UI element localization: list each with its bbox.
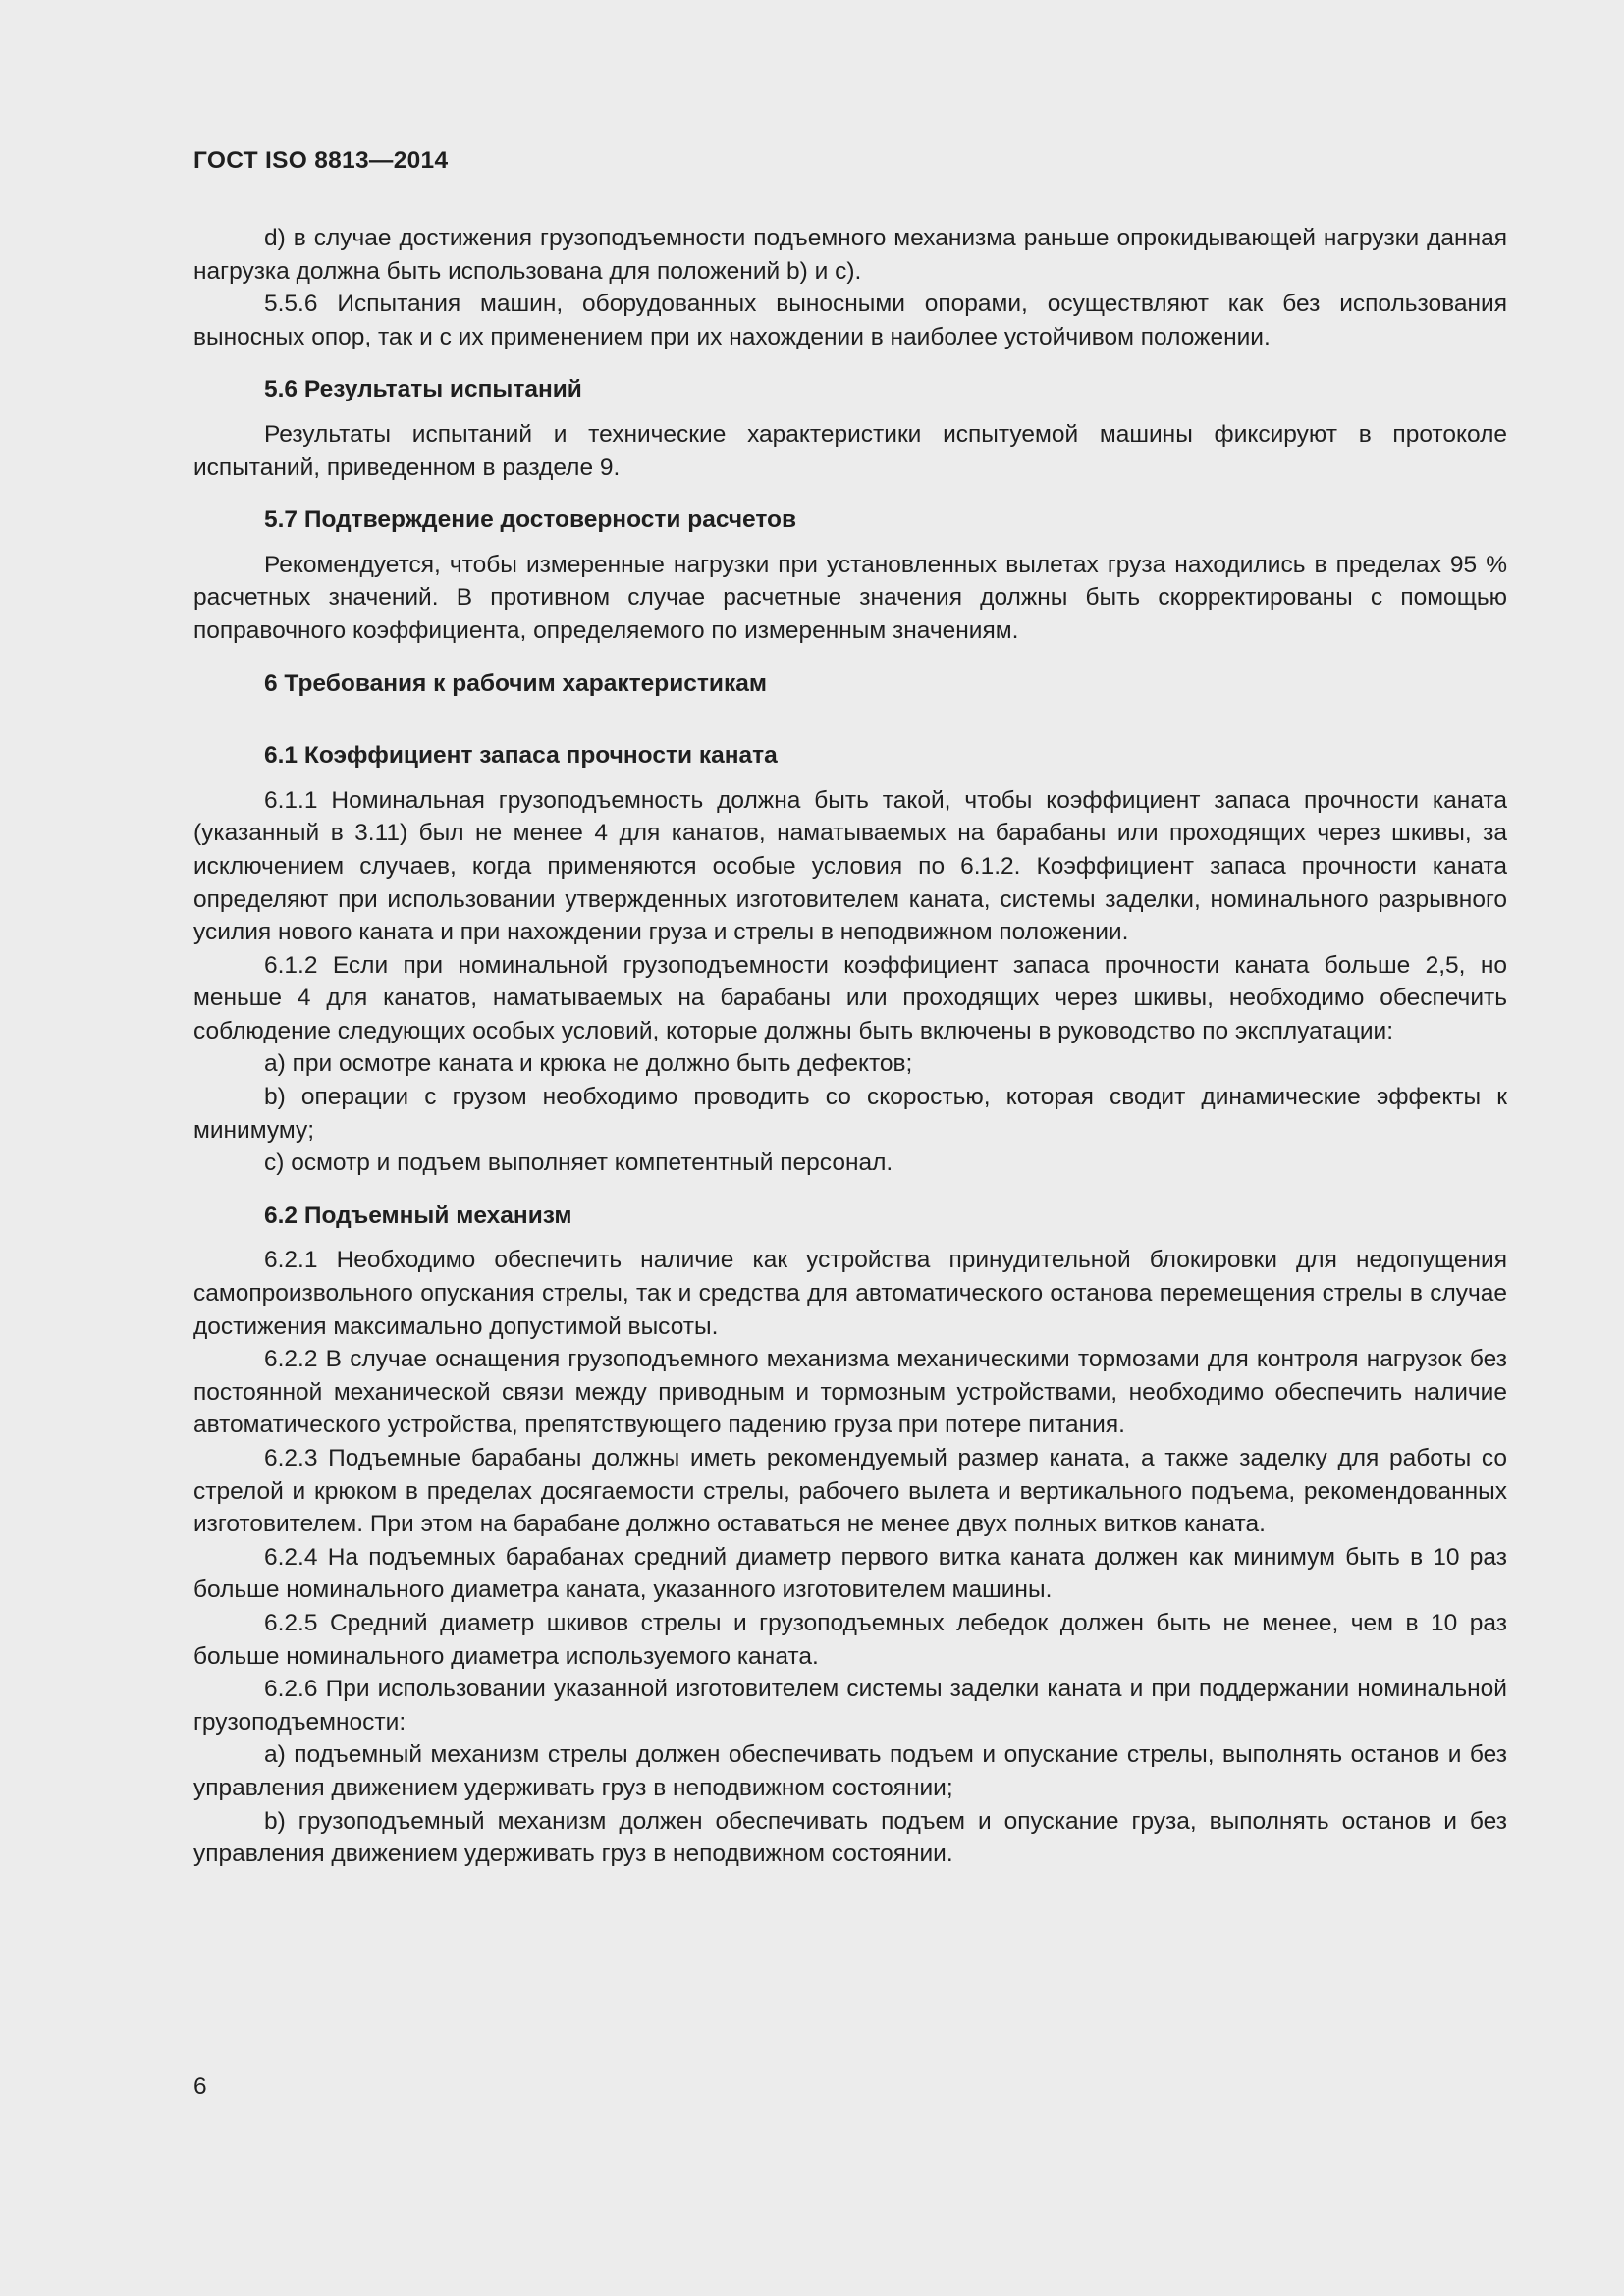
list-item-6-2-6-b: b) грузоподъемный механизм должен обеспечивать подъем и опускание груза, выполнять останов и без управления движением удерживать груз в неподвижном состоянии. [193,1807,1507,1868]
paragraph-6-2-2: 6.2.2 В случае оснащения грузоподъемного механизма механическими тормозами для контроля нагрузок без постоянной механической связи между приводным и тормозным устройствами, необходимо обеспечить наличие автоматического устройства, препятствующего падению груза при потере питания. [193,1346,1507,1439]
paragraph-5-5-6: 5.5.6 Испытания машин, оборудованных выносными опорами, осуществляют как без использования выносных опор, так и с их применением при их нахождении в наиболее устойчивом положении. [193,291,1507,350]
document-header: ГОСТ ISO 8813—2014 [193,147,449,174]
heading-5-6: 5.6 Результаты испытаний [264,376,582,403]
document-body [193,222,1507,1871]
paragraph-5-5-5-d: d) в случае достижения грузоподъемности подъемного механизма раньше опрокидывающей нагрузки данная нагрузка должна быть использована для положений b) и с). [193,225,1507,285]
paragraph-6-1-2: 6.1.2 Если при номинальной грузоподъемности коэффициент запаса прочности каната больше 2,5, но меньше 4 для канатов, наматываемых на барабаны или проходящих через шкивы, необходимо обеспечить соблюдение следующих особых условий, которые должны быть включены в руководство по эксплуатации: [193,951,1507,1044]
page-number: 6 [193,2073,207,2100]
paragraph-6-2-3: 6.2.3 Подъемные барабаны должны иметь рекомендуемый размер каната, а также заделку для работы со стрелой и крюком в пределах досягаемости стрелы, рабочего вылета и вертикального подъема, рекомендованных изготовителем. При этом на барабане должно оставаться не менее двух полных витков каната. [193,1445,1507,1538]
heading-5-7: 5.7 Подтверждение достоверности расчетов [264,507,797,534]
list-item-6-1-2-b: b) операции с грузом необходимо проводить со скоростью, которая сводит динамические эффекты к минимуму; [193,1084,1507,1144]
list-item-6-1-2-c: с) осмотр и подъем выполняет компетентный персонал. [264,1149,893,1177]
list-item-6-2-6-a: а) подъемный механизм стрелы должен обеспечивать подъем и опускание стрелы, выполнять останов и без управления движением удерживать груз в неподвижном состоянии; [193,1741,1507,1801]
paragraph-6-1-1: 6.1.1 Номинальная грузоподъемность должна быть такой, чтобы коэффициент запаса прочности каната (указанный в 3.11) был не менее 4 для канатов, наматываемых на барабаны или проходящих через шкивы, за исключением случаев, когда применяются особые условия по 6.1.2. Коэффициент запаса прочности каната определяют при использовании утвержденных изготовителем каната, системы заделки, номинального разрывного усилия нового каната и при нахождении груза и стрелы в неподвижном положении. [193,786,1507,946]
heading-6: 6 Требования к рабочим характеристикам [264,669,767,697]
list-item-6-1-2-a: а) при осмотре каната и крюка не должно быть дефектов; [264,1050,913,1078]
heading-6-1: 6.1 Коэффициент запаса прочности каната [264,742,778,770]
paragraph-6-2-1: 6.2.1 Необходимо обеспечить наличие как устройства принудительной блокировки для недопущения самопроизвольного опускания стрелы, так и средства для автоматического останова перемещения стрелы в случае достижения максимально допустимой высоты. [193,1247,1507,1340]
paragraph-6-2-5: 6.2.5 Средний диаметр шкивов стрелы и грузоподъемных лебедок должен быть не менее, чем в 10 раз больше номинального диаметра используемого каната. [193,1609,1507,1670]
paragraph-6-2-6: 6.2.6 При использовании указанной изготовителем системы заделки каната и при поддержании номинальной грузоподъемности: [193,1676,1507,1735]
document-page [193,0,1507,2296]
paragraph-6-2-4: 6.2.4 На подъемных барабанах средний диаметр первого витка каната должен как минимум быть в 10 раз больше номинального диаметра каната, указанного изготовителем машины. [193,1543,1507,1604]
paragraph-5-6: Результаты испытаний и технические характеристики испытуемой машины фиксируют в протоколе испытаний, приведенном в разделе 9. [193,420,1507,481]
paragraph-5-7: Рекомендуется, чтобы измеренные нагрузки при установленных вылетах груза находились в пределах 95 % расчетных значений. В противном случае расчетные значения должны быть скорректированы с помощью поправочного коэффициента, определяемого по измеренным значениям. [193,551,1507,644]
heading-6-2: 6.2 Подъемный механизм [264,1201,572,1229]
